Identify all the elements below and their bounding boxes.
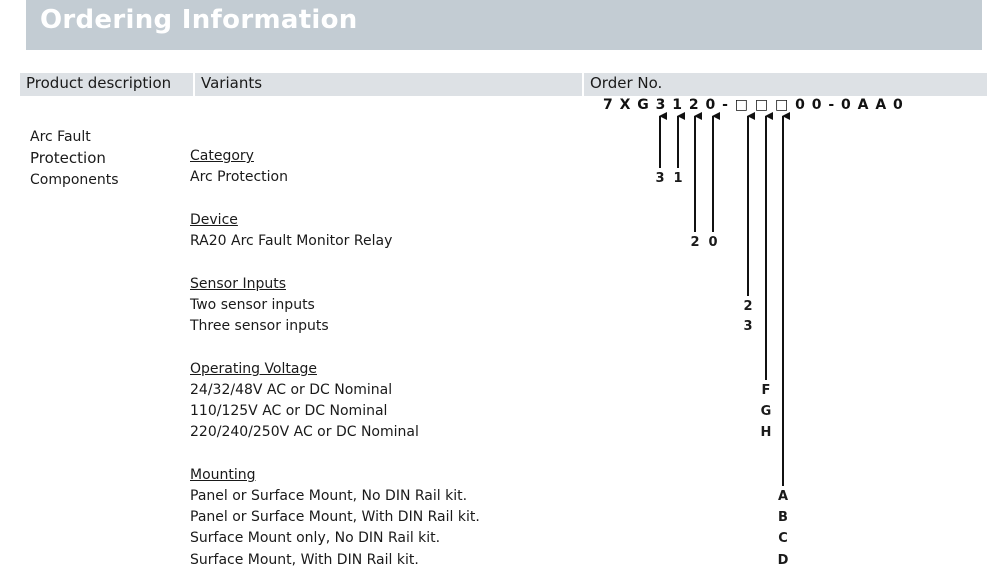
option-label: 220/240/250V AC or DC Nominal <box>190 424 419 440</box>
category-title: Category <box>190 148 254 164</box>
code-label: B <box>778 510 788 525</box>
option-label: 110/125V AC or DC Nominal <box>190 403 388 419</box>
option-label: Two sensor inputs <box>190 297 315 313</box>
code-label: 0 <box>708 235 718 250</box>
header-order-no-label: Order No. <box>590 74 663 92</box>
code-label: C <box>778 531 788 546</box>
option-label: RA20 Arc Fault Monitor Relay <box>190 233 393 249</box>
option-label: Arc Protection <box>190 169 288 185</box>
option-label: 24/32/48V AC or DC Nominal <box>190 382 393 398</box>
option-label: Surface Mount, With DIN Rail kit. <box>190 552 419 568</box>
device-title: Device <box>190 212 238 228</box>
code-label: 2 <box>690 235 700 250</box>
option-label: Surface Mount only, No DIN Rail kit. <box>190 530 441 546</box>
code-label: F <box>761 383 771 398</box>
product-line-3: Components <box>30 172 119 188</box>
code-label: A <box>777 489 789 504</box>
header-variants-label: Variants <box>201 74 263 92</box>
product-line-1: Arc Fault <box>30 129 91 145</box>
code-label: 2 <box>743 299 753 314</box>
order-code: 7 X G 3 1 2 0 - □ □ □ 0 0 - 0 A A 0 <box>603 97 904 113</box>
option-label: Panel or Surface Mount, With DIN Rail kit. <box>190 509 480 525</box>
code-label: H <box>760 425 772 440</box>
header-product-description-label: Product description <box>26 74 172 92</box>
option-label: Three sensor inputs <box>190 318 329 334</box>
code-label: 1 <box>673 171 683 186</box>
code-label: D <box>777 553 789 568</box>
code-label: G <box>760 404 772 419</box>
operating-voltage-title: Operating Voltage <box>190 361 317 377</box>
code-label: 3 <box>743 319 753 334</box>
sensor-inputs-title: Sensor Inputs <box>190 276 286 292</box>
mounting-title: Mounting <box>190 467 256 483</box>
page-title: Ordering Information <box>40 5 358 35</box>
product-line-2: Protection <box>30 149 106 167</box>
code-label: 3 <box>655 171 665 186</box>
option-label: Panel or Surface Mount, No DIN Rail kit. <box>190 488 468 504</box>
